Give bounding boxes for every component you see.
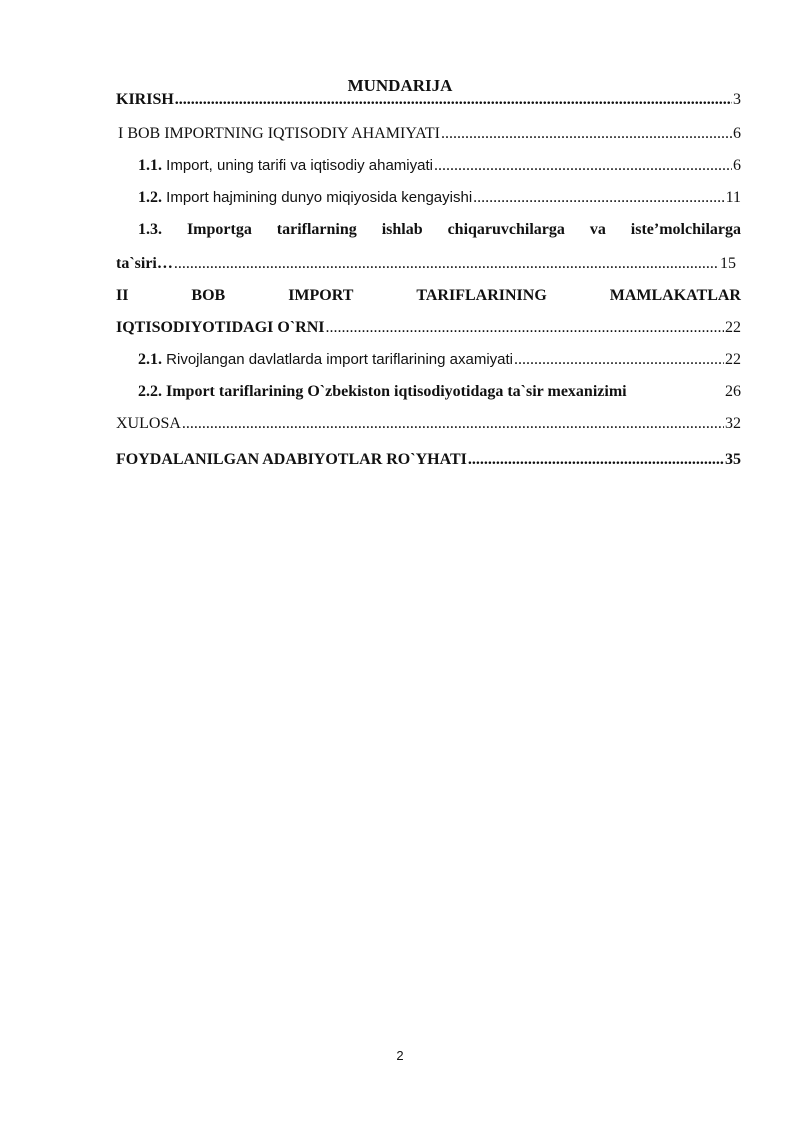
toc-entry-2-2[interactable] (138, 382, 741, 402)
dot-leader (473, 188, 724, 208)
toc-entry-label: FOYDALANILGAN ADABIYOTLAR RO`YHATI (116, 451, 467, 468)
toc-entry-number: 1.1. (138, 157, 162, 174)
toc-word: TARIFLARINING (416, 287, 547, 304)
toc-entry-2-1[interactable] (138, 350, 741, 370)
toc-entry-label: KIRISH (116, 91, 174, 108)
toc-entry-page: 22 (725, 351, 741, 368)
toc-word: IMPORT (288, 287, 354, 304)
toc-entry-label: Rivojlangan davlatlarda import tariflarining axamiyati (162, 351, 513, 368)
toc-entry-label: IQTISODIYOTIDAGI O`RNI (116, 319, 325, 336)
toc-entry-page: 32 (725, 415, 741, 432)
dot-leader (514, 350, 724, 370)
toc-entry-bob-1[interactable] (118, 124, 741, 144)
toc-word: BOB (191, 287, 226, 304)
page-number: 2 (396, 1048, 404, 1063)
dot-leader (441, 124, 732, 144)
dot-leader (182, 414, 724, 434)
toc-entry-1-1[interactable] (138, 156, 741, 176)
toc-entry-xulosa[interactable] (116, 414, 741, 434)
toc-entry-1-2[interactable] (138, 188, 741, 208)
toc-entry-adabiyotlar[interactable] (116, 450, 741, 470)
dot-leader (175, 90, 732, 110)
toc-entry-page: 6 (733, 125, 741, 142)
dot-leader (434, 156, 732, 176)
toc-word: II (116, 287, 129, 304)
toc-entry-page: 26 (725, 383, 741, 400)
toc-entry-page: 11 (725, 189, 741, 206)
toc-entry-number: 1.2. (138, 189, 162, 206)
toc-entry-bob-2[interactable] (116, 318, 741, 338)
toc-entry-label: ta`siri… (116, 255, 173, 272)
toc-entry-bob-2-line-1[interactable] (116, 286, 741, 306)
toc-entry-label: Import hajmining dunyo miqiyosida kengayishi (162, 189, 473, 206)
toc-entry-kirish[interactable] (116, 90, 741, 110)
toc-entry-page: 6 (733, 157, 741, 174)
toc-entry-number: 2.1. (138, 351, 162, 368)
toc-entry-label: 2.2. Import tariflarining O`zbekiston iqtisodiyotidaga ta`sir mexanizimi (138, 383, 627, 400)
toc-word: MAMLAKATLAR (609, 287, 741, 304)
toc-entry-label: XULOSA (116, 415, 181, 432)
dot-leader (174, 254, 719, 274)
toc-entry-page: 15 (720, 255, 736, 272)
dot-leader (468, 450, 724, 470)
toc-entry-page: 22 (725, 319, 741, 336)
toc-entry-page: 35 (725, 451, 741, 468)
toc-title: MUNDARIJA (347, 76, 453, 95)
toc-entry-page: 3 (733, 91, 741, 108)
toc-entry-label: Import, uning tarifi va iqtisodiy ahamiyati (162, 157, 433, 174)
toc-entry-1-3-line-1[interactable]: 1.3. Importga tariflarning ishlab chiqaruvchilarga va iste’molchilarga (138, 221, 741, 238)
dot-leader (325, 318, 724, 338)
toc-entry-label: I BOB IMPORTNING IQTISODIY AHAMIYATI (118, 125, 440, 142)
toc-entry-1-3[interactable] (116, 254, 736, 274)
